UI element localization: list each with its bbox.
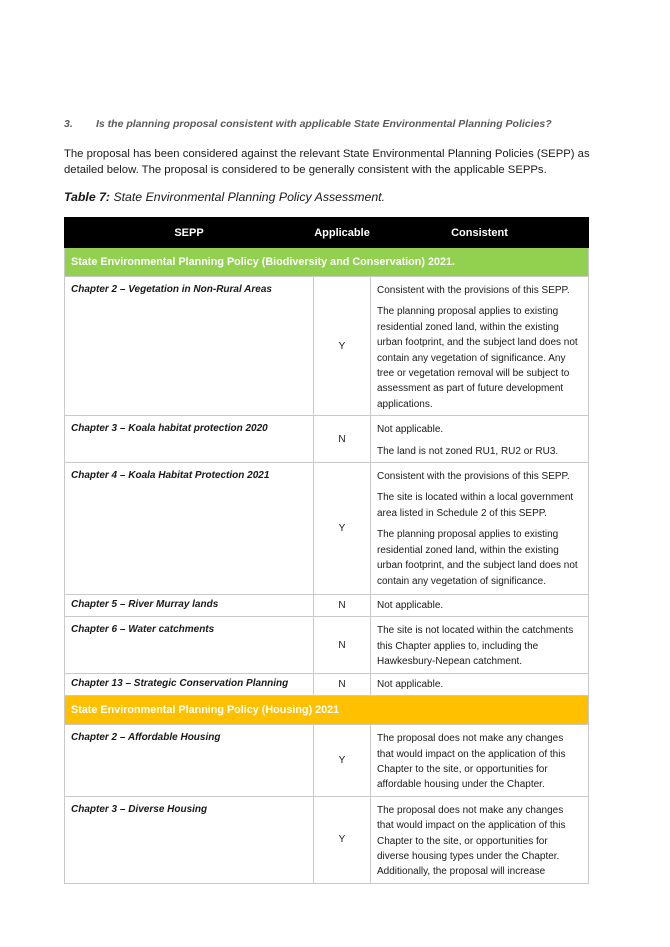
consistent-cell (371, 725, 589, 797)
table-row (65, 595, 589, 617)
consistent-text: The site is not located within the catchments this Chapter applies to, including the Hawkesbury-Nepean catchment. (377, 625, 574, 668)
consistent-text: Not applicable. (377, 678, 444, 690)
consistent-text: The land is not zoned RU1, RU2 or RU3. (377, 445, 559, 457)
question-text: Is the planning proposal consistent with applicable State Environmental Planning Policies? (96, 118, 552, 130)
table-row (65, 617, 589, 673)
consistent-text: Consistent with the provisions of this SEPP. (377, 285, 570, 296)
table-header-row (65, 218, 589, 248)
sepp-assessment-table (64, 217, 589, 884)
consistent-text: Not applicable. (377, 600, 444, 612)
header-sepp: SEPP (65, 218, 314, 248)
table-caption-label: Table 7: (64, 190, 111, 204)
consistent-text: The planning proposal applies to existing residential zoned land, within the existing urban footprint, and the subject land does not contain any vegetation of significance. Any tree or vegetation removal will be subject to assessment as part of future development applications. (377, 306, 578, 410)
sepp-cell: Chapter 4 – Koala Habitat Protection 2021 (65, 463, 314, 595)
applicable-cell: N (314, 673, 371, 695)
intro-paragraph: The proposal has been considered against the relevant State Environmental Planning Policies (SEPP) as detailed below. The proposal is considered to be generally consistent with the applicable SEPPs. (64, 148, 590, 176)
consistent-text: The proposal does not make any changes that would impact on the application of this Chapter to the site, or opportunities for affordable housing under the Chapter. (377, 733, 566, 791)
sepp-cell: Chapter 13 – Strategic Conservation Planning (65, 673, 314, 695)
applicable-cell: N (314, 595, 371, 617)
consistent-cell (371, 673, 589, 695)
consistent-cell (371, 796, 589, 883)
applicable-cell: Y (314, 725, 371, 797)
applicable-cell: N (314, 416, 371, 463)
table-row (65, 673, 589, 695)
applicable-cell: N (314, 617, 371, 673)
table-row (65, 796, 589, 883)
consistent-cell (371, 617, 589, 673)
table-row (65, 725, 589, 797)
consistent-text: The planning proposal applies to existing residential zoned land, within the existing urban footprint, and the subject land does not contain any vegetation of significance. (377, 529, 578, 587)
sepp-cell: Chapter 6 – Water catchments (65, 617, 314, 673)
applicable-cell: Y (314, 463, 371, 595)
consistent-cell (371, 277, 589, 416)
sepp-cell: Chapter 5 – River Murray lands (65, 595, 314, 617)
section-row-housing (65, 696, 589, 725)
section-row-biodiversity (65, 248, 589, 277)
applicable-cell: Y (314, 277, 371, 416)
header-applicable: Applicable (314, 218, 371, 248)
section-title: State Environmental Planning Policy (Biodiversity and Conservation) 2021. (65, 248, 589, 277)
consistent-cell (371, 595, 589, 617)
consistent-cell (371, 463, 589, 595)
table-caption (64, 190, 588, 204)
section-title: State Environmental Planning Policy (Housing) 2021 (65, 696, 589, 725)
table-caption-text: State Environmental Planning Policy Assessment. (113, 190, 386, 204)
consistent-cell (371, 416, 589, 463)
table-row (65, 463, 589, 595)
header-consistent: Consistent (371, 218, 589, 248)
consistent-text: Not applicable. (377, 424, 444, 436)
consistent-text: Consistent with the provisions of this SEPP. (377, 471, 570, 483)
sepp-cell: Chapter 2 – Affordable Housing (65, 725, 314, 797)
sepp-cell: Chapter 3 – Diverse Housing (65, 796, 314, 883)
sepp-cell: Chapter 3 – Koala habitat protection 2020 (65, 416, 314, 463)
question-heading (64, 118, 588, 130)
sepp-cell: Chapter 2 – Vegetation in Non-Rural Areas (65, 277, 314, 416)
consistent-text: The proposal does not make any changes that would impact on the application of this Chapter to the site, or opportunities for diverse housing types under the Chapter. Additionally, the proposal will increase (377, 804, 566, 878)
table-row (65, 277, 589, 416)
consistent-text: The site is located within a local government area listed in Schedule 2 of this SEPP. (377, 492, 574, 519)
table-row (65, 416, 589, 463)
applicable-cell: Y (314, 796, 371, 883)
question-number: 3. (64, 118, 73, 130)
